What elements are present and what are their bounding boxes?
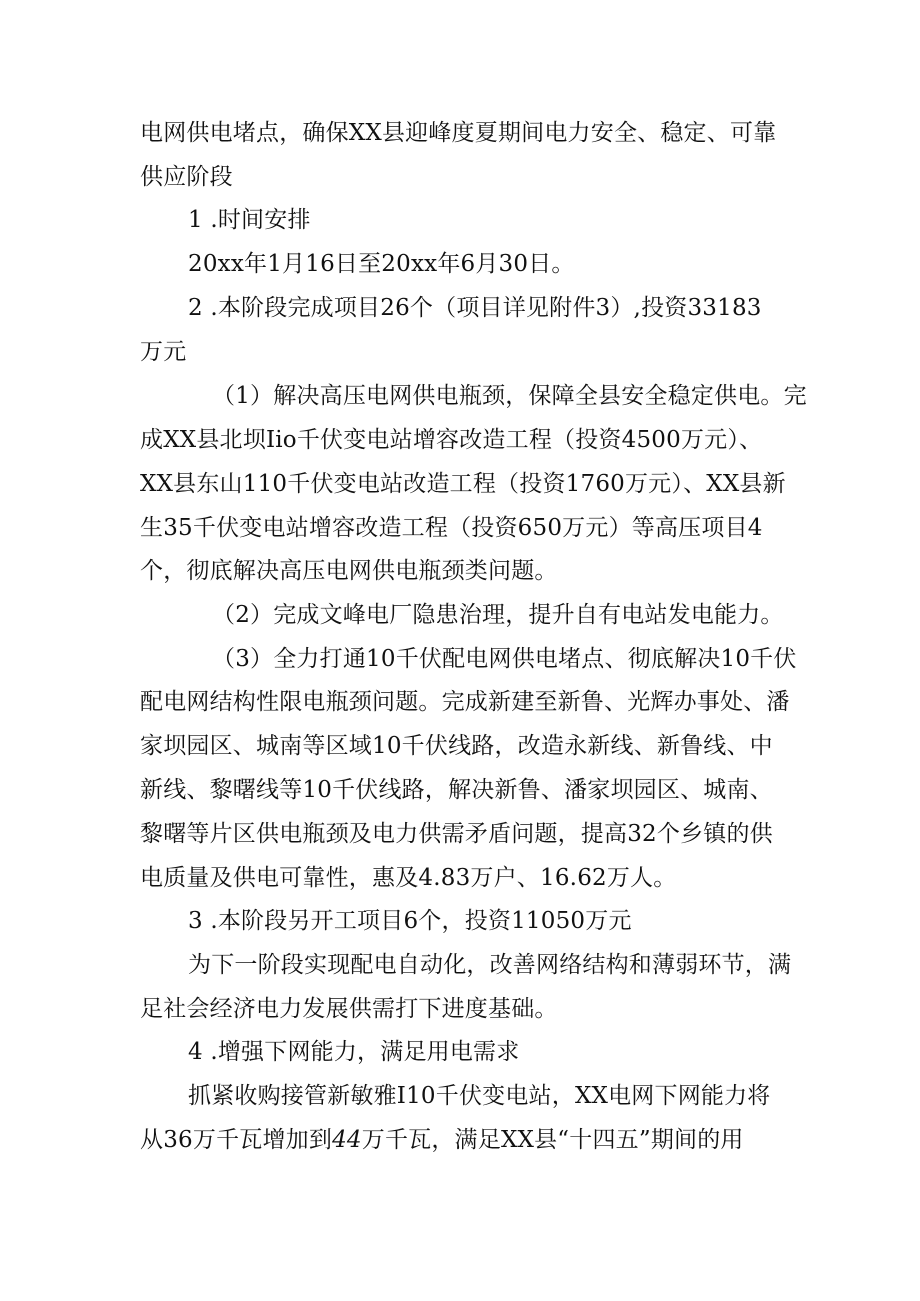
paragraph-line: （1）解决高压电网供电瓶颈，保障全县安全稳定供电。完	[212, 383, 807, 409]
paragraph-line: （2）完成文峰电厂隐患治理，提升自有电站发电能力。	[212, 602, 784, 628]
paragraph-line: 万元	[140, 339, 187, 365]
section-heading: 3 .本阶段另开工项目6个，投资11050万元	[188, 908, 632, 934]
paragraph-line: 供应阶段	[140, 164, 233, 190]
paragraph-line: 20xx年1月16日至20xx年6月30日。	[188, 251, 575, 277]
paragraph-line: 成XX县北坝Iio千伏变电站增容改造工程（投资4500万元）、	[140, 427, 763, 453]
paragraph-line: 家坝园区、城南等区域10千伏线路，改造永新线、新鲁线、中	[140, 733, 773, 759]
line-segment: 万千瓦，满足XX县“十四五”期间的用	[361, 1127, 744, 1153]
paragraph-line: 新线、黎曙线等10千伏线路，解决新鲁、潘家坝园区、城南、	[140, 777, 773, 803]
paragraph-line: 为下一阶段实现配电自动化，改善网络结构和薄弱环节，满	[188, 952, 792, 978]
italic-number: 44	[332, 1127, 362, 1153]
paragraph-line: 个，彻底解决高压电网供电瓶颈类问题。	[140, 558, 558, 584]
paragraph-line: 生35千伏变电站增容改造工程（投资650万元）等高压项目4	[140, 515, 763, 541]
paragraph-line: 抓紧收购接管新敏雅I10千伏变电站，XX电网下网能力将	[188, 1083, 771, 1109]
paragraph-line: 电网供电堵点，确保XX县迎峰度夏期间电力安全、稳定、可靠	[140, 120, 777, 146]
paragraph-line	[140, 1124, 744, 1156]
paragraph-line: 黎曙等片区供电瓶颈及电力供需矛盾问题，提高32个乡镇的供	[140, 821, 773, 847]
section-heading: 1 .时间安排	[188, 207, 311, 233]
paragraph-line: 电质量及供电可靠性，惠及4.83万户、16.62万人。	[140, 865, 677, 891]
paragraph-line: XX县东山110千伏变电站改造工程（投资1760万元）、XX县新	[140, 471, 786, 497]
section-heading: 2 .本阶段完成项目26个（项目详见附件3）,投资33183	[188, 295, 762, 321]
paragraph-line: （3）全力打通10千伏配电网供电堵点、彻底解决10千伏	[212, 646, 797, 672]
section-heading: 4 .增强下网能力，满足用电需求	[188, 1039, 520, 1065]
paragraph-line: 配电网结构性限电瓶颈问题。完成新建至新鲁、光辉办事处、潘	[140, 689, 790, 715]
line-segment: 从36万千瓦增加到	[140, 1127, 333, 1153]
paragraph-line: 足社会经济电力发展供需打下进度基础。	[140, 996, 558, 1022]
